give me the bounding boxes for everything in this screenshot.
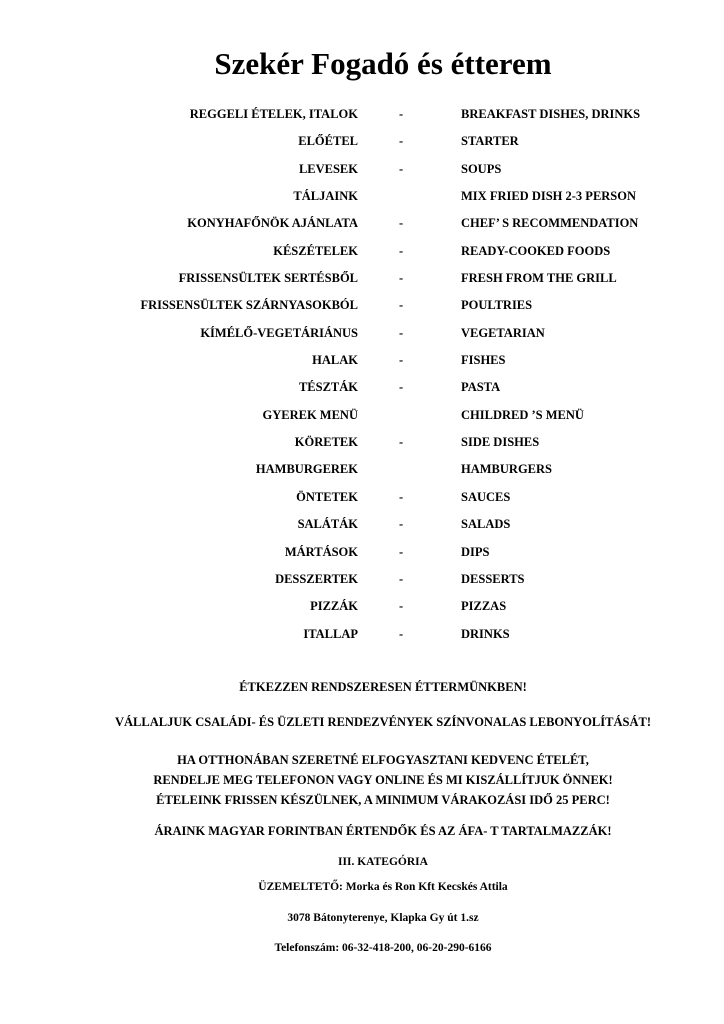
list-item [0, 213, 724, 240]
list-item [0, 569, 724, 596]
category-hu: LEVESEK [298, 161, 358, 176]
operator-info: ÜZEMELTETŐ: Morka és Ron Kft Kecskés Attila [258, 881, 508, 893]
separator: - [399, 544, 404, 559]
category-en: SIDE DISHES [461, 435, 540, 450]
list-item [0, 323, 724, 350]
category-en: PIZZAS [461, 599, 507, 614]
category-hu: REGGELI ÉTELEK, ITALOK [189, 107, 358, 121]
category-en: READY-COOKED FOODS [461, 243, 611, 258]
separator: - [399, 325, 404, 340]
list-item [0, 487, 724, 514]
separator: - [399, 435, 404, 450]
phone-numbers: Telefonszám: 06-32-418-200, 06-20-290-6166 [274, 942, 492, 954]
category-hu: FRISSENSÜLTEK SERTÉSBŐL [178, 271, 358, 286]
category-en: DRINKS [461, 626, 510, 641]
list-item [0, 131, 724, 158]
category-en: DIPS [461, 544, 490, 559]
category-hu: TÁLJAINK [293, 189, 358, 204]
category-en: VEGETARIAN [461, 325, 545, 340]
list-item [0, 624, 724, 651]
list-item [0, 241, 724, 268]
category-en: DESSERTS [461, 571, 525, 586]
list-item [0, 514, 724, 541]
list-item [0, 186, 724, 213]
delivery-note [0, 750, 724, 810]
separator: - [399, 626, 404, 641]
separator: - [399, 517, 404, 532]
category-en: SOUPS [461, 161, 502, 176]
category-en: CHILDRED ’S MENÜ [461, 407, 584, 422]
category-hu: KÉSZÉTELEK [273, 243, 358, 258]
list-item [0, 596, 724, 623]
separator: - [399, 380, 404, 395]
category-en: SAUCES [461, 489, 511, 504]
eat-regularly-note: ÉTKEZZEN RENDSZERESEN ÉTTERMÜNKBEN! [239, 680, 527, 694]
category-en: CHEF’ S RECOMMENDATION [461, 216, 639, 231]
list-item [0, 295, 724, 322]
list-item [0, 377, 724, 404]
separator: - [399, 489, 404, 504]
category-en: PASTA [461, 380, 501, 395]
list-item [0, 104, 724, 131]
list-item [0, 459, 724, 486]
list-item [0, 432, 724, 459]
menu-category-list [0, 104, 724, 651]
category-en: BREAKFAST DISHES, DRINKS [461, 107, 641, 121]
separator: - [399, 107, 404, 121]
category-hu: MÁRTÁSOK [284, 544, 358, 559]
category-hu: TÉSZTÁK [298, 380, 358, 395]
category-hu: ELŐÉTEL [298, 134, 358, 149]
category-en: MIX FRIED DISH 2-3 PERSON [461, 189, 637, 204]
separator: - [399, 161, 404, 176]
category-hu: FRISSENSÜLTEK SZÁRNYASOKBÓL [140, 298, 358, 313]
separator: - [399, 353, 404, 368]
list-item [0, 268, 724, 295]
category-en: SALADS [461, 517, 511, 532]
category-hu: KÍMÉLŐ-VEGETÁRIÁNUS [200, 325, 358, 340]
separator: - [399, 134, 404, 149]
category-en: STARTER [461, 134, 519, 149]
category-hu: ÖNTETEK [296, 489, 358, 504]
category-en: POULTRIES [461, 298, 533, 313]
category-hu: HAMBURGEREK [255, 462, 358, 477]
list-item [0, 159, 724, 186]
list-item [0, 405, 724, 432]
category-hu: ITALLAP [303, 626, 358, 641]
delivery-line: RENDELJE MEG TELEFONON VAGY ONLINE ÉS MI KISZÁLLÍTJUK ÖNNEK! [153, 773, 613, 787]
prices-note: ÁRAINK MAGYAR FORINTBAN ÉRTENDŐK ÉS AZ ÁFA- T TARTALMAZZÁK! [154, 824, 612, 838]
events-note: VÁLLALJUK CSALÁDI- ÉS ÜZLETI RENDEZVÉNYEK SZÍNVONALAS LEBONYOLÍTÁSÁT! [115, 715, 651, 729]
delivery-line: ÉTELEINK FRISSEN KÉSZÜLNEK, A MINIMUM VÁRAKOZÁSI IDŐ 25 PERC! [156, 793, 610, 807]
category-en: FISHES [461, 353, 506, 368]
separator: - [399, 216, 404, 231]
separator: - [399, 599, 404, 614]
list-item [0, 542, 724, 569]
address: 3078 Bátonyterenye, Klapka Gy út 1.sz [287, 912, 479, 924]
delivery-line: HA OTTHONÁBAN SZERETNÉ ELFOGYASZTANI KEDVENC ÉTELÉT, [177, 753, 589, 767]
category-hu: SALÁTÁK [297, 517, 358, 532]
category-hu: PIZZÁK [310, 599, 358, 614]
category-hu: KÖRETEK [294, 435, 358, 450]
category-hu: DESSZERTEK [275, 571, 358, 586]
category-label: III. KATEGÓRIA [338, 856, 428, 868]
separator: - [399, 571, 404, 586]
category-en: HAMBURGERS [461, 462, 552, 477]
category-en: FRESH FROM THE GRILL [461, 271, 617, 286]
category-hu: KONYHAFŐNÖK AJÁNLATA [187, 216, 358, 231]
category-hu: HALAK [312, 353, 358, 368]
category-hu: GYEREK MENÜ [262, 407, 358, 422]
separator: - [399, 271, 404, 286]
list-item [0, 350, 724, 377]
page-title: Szekér Fogadó és étterem [214, 46, 552, 81]
separator: - [399, 243, 404, 258]
separator: - [399, 298, 404, 313]
